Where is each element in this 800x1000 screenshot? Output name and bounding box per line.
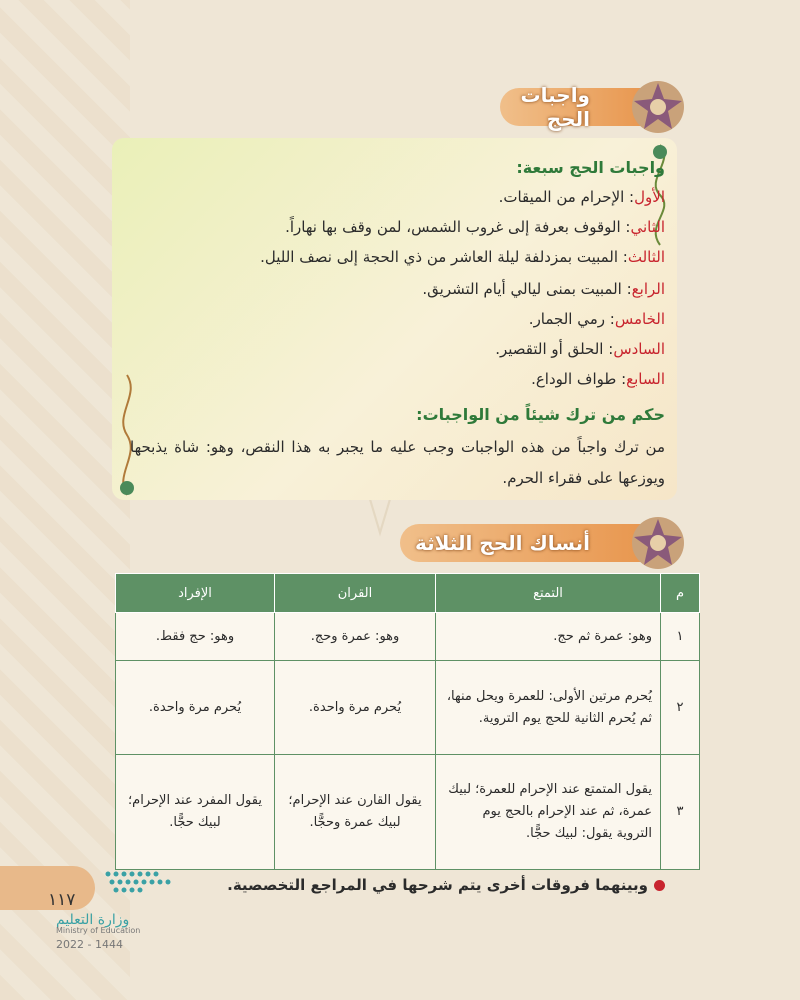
table-cell: ٣: [661, 755, 700, 870]
table-header: القران: [275, 574, 436, 613]
ruling-title: حكم من ترك شيئاً من الواجبات:: [416, 405, 665, 424]
duty-text: : طواف الوداع.: [531, 370, 627, 388]
duty-label: الرابع: [631, 280, 665, 298]
duty-label: الثاني: [630, 218, 665, 236]
table-cell: ٢: [661, 661, 700, 755]
section-heading-hajj-rites: [400, 524, 650, 562]
table-cell: يقول المتمتع عند الإحرام للعمرة؛ لبيك عمرة، ثم عند الإحرام بالحج يوم التروية يقول: لبيك حجًّا.: [436, 755, 661, 870]
table-header: م: [661, 574, 700, 613]
table-header: الإفراد: [116, 574, 275, 613]
duty-label: السابع: [626, 370, 665, 388]
table-row: [116, 613, 700, 661]
duty-item: [529, 310, 665, 328]
year-label: 2022 - 1444: [56, 938, 123, 951]
duty-item: [531, 370, 665, 388]
bullet-icon: [654, 880, 665, 891]
ministry-logo-icon: [98, 866, 188, 898]
table-row: [116, 755, 700, 870]
table-cell: وهو: حج فقط.: [116, 613, 275, 661]
ministry-name-en: Ministry of Education: [56, 926, 141, 935]
duty-text: : الإحرام من الميقات.: [498, 188, 635, 206]
duty-label: السادس: [613, 340, 665, 358]
footer-note-text: وبينهما فروقات أخرى يتم شرحها في المراجع التخصصية.: [227, 876, 648, 894]
duty-text: : الحلق أو التقصير.: [495, 340, 614, 358]
duties-intro: واجبات الحج سبعة:: [516, 158, 665, 177]
duty-text: : المبيت بمزدلفة ليلة العاشر من ذي الحجة إلى نصف الليل.: [260, 248, 628, 266]
duty-label: الثالث: [627, 248, 665, 266]
duty-label: الخامس: [614, 310, 665, 328]
duty-item: [422, 280, 665, 298]
duty-text: : الوقوف بعرفة إلى غروب الشمس، لمن وقف بها نهاراً.: [285, 218, 631, 236]
table-row: [116, 661, 700, 755]
medallion-icon: [630, 515, 686, 571]
ruling-text: من ترك واجباً من هذه الواجبات وجب عليه ما يجبر به هذا النقص، وهو: شاة يذبحها ويوزعها على فقراء الحرم.: [130, 438, 665, 487]
hajj-types-table: [115, 573, 700, 870]
ministry-name-ar: وزارة التعليم: [56, 912, 130, 928]
table-cell: يُحرم مرة واحدة.: [116, 661, 275, 755]
heading-text: واجبات الحج: [520, 83, 590, 131]
table-cell: يقول القارن عند الإحرام؛لبيك عمرة وحجًّا.: [275, 755, 436, 870]
footer-note: [227, 876, 665, 894]
decorative-pattern: [0, 0, 130, 1000]
duty-text: : رمي الجمار.: [528, 310, 615, 328]
heading-text: أنساك الحج الثلاثة: [414, 531, 590, 555]
duty-text: : المبيت بمنى ليالي أيام التشريق.: [422, 280, 632, 298]
table-header: التمتع: [436, 574, 661, 613]
duty-label: الأول: [634, 188, 665, 206]
duty-item: [285, 218, 665, 236]
table-cell: ١: [661, 613, 700, 661]
page-number: ١١٧: [48, 890, 76, 910]
table-cell: وهو: عمرة ثم حج.: [436, 613, 661, 661]
table-cell: يُحرم مرة واحدة.: [275, 661, 436, 755]
table-cell: وهو: عمرة وحج.: [275, 613, 436, 661]
table-cell: يقول المفرد عند الإحرام؛لبيك حجًّا.: [116, 755, 275, 870]
duty-item: [495, 340, 665, 358]
section-heading-hajj-duties: [500, 83, 650, 131]
duty-item: [499, 188, 665, 206]
table-cell: يُحرم مرتين الأولى: للعمرة ويحل منها، ثم يُحرم الثانية للحج يوم التروية.: [436, 661, 661, 755]
medallion-icon: [630, 79, 686, 135]
duty-item: [260, 248, 665, 266]
